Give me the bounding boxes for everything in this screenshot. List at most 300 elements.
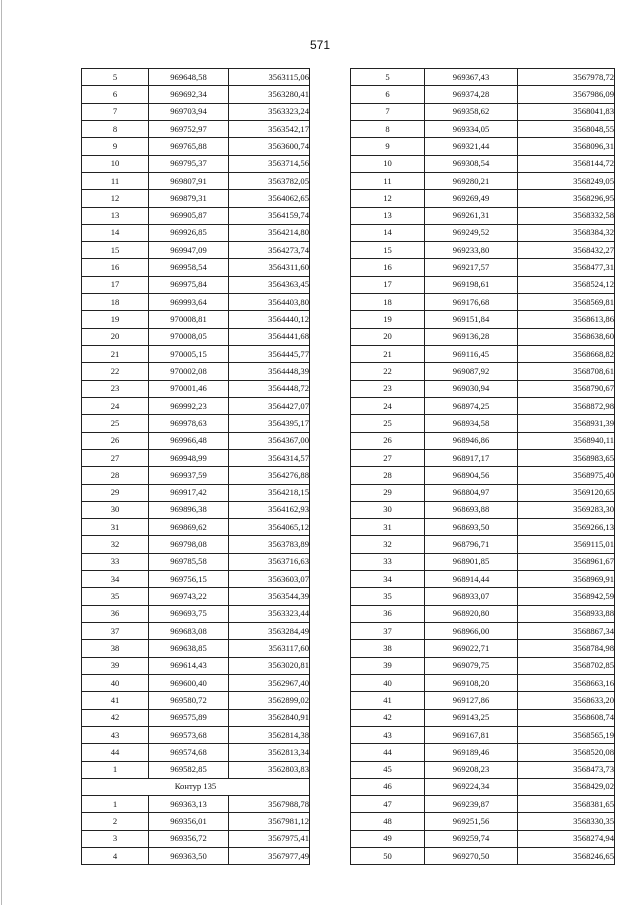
table-row <box>82 830 310 847</box>
point-number-cell: 32 <box>82 536 149 553</box>
table-row <box>351 207 615 224</box>
table-row <box>351 432 615 449</box>
y-coordinate-cell: 3568975,40 <box>518 467 615 484</box>
x-coordinate-cell: 968974,25 <box>425 397 518 414</box>
table-row <box>82 813 310 830</box>
y-coordinate-cell: 3567986,09 <box>518 86 615 103</box>
y-coordinate-cell: 3563716,63 <box>229 553 310 570</box>
y-coordinate-cell: 3568931,39 <box>518 415 615 432</box>
table-row <box>82 761 310 778</box>
point-number-cell: 13 <box>82 207 149 224</box>
x-coordinate-cell: 969030,94 <box>425 380 518 397</box>
x-coordinate-cell: 969765,88 <box>149 138 229 155</box>
point-number-cell: 21 <box>351 346 425 363</box>
table-row <box>82 848 310 865</box>
y-coordinate-cell: 3563323,44 <box>229 605 310 622</box>
x-coordinate-cell: 969261,31 <box>425 207 518 224</box>
table-row <box>351 276 615 293</box>
x-coordinate-cell: 969233,80 <box>425 242 518 259</box>
scan-edge-line <box>1 0 2 905</box>
point-number-cell: 1 <box>82 796 149 813</box>
x-coordinate-cell: 969356,72 <box>149 830 229 847</box>
table-row <box>82 588 310 605</box>
x-coordinate-cell: 969136,28 <box>425 328 518 345</box>
y-coordinate-cell: 3568565,19 <box>518 726 615 743</box>
x-coordinate-cell: 969249,52 <box>425 224 518 241</box>
x-coordinate-cell: 969259,74 <box>425 830 518 847</box>
x-coordinate-cell: 969321,44 <box>425 138 518 155</box>
table-row <box>351 311 615 328</box>
table-row <box>82 467 310 484</box>
x-coordinate-cell: 969358,62 <box>425 103 518 120</box>
table-row <box>351 640 615 657</box>
point-number-cell: 8 <box>82 120 149 137</box>
point-number-cell: 42 <box>82 709 149 726</box>
point-number-cell: 35 <box>82 588 149 605</box>
table-row <box>351 449 615 466</box>
table-row <box>351 155 615 172</box>
x-coordinate-cell: 970001,46 <box>149 380 229 397</box>
point-number-cell: 29 <box>82 484 149 501</box>
point-number-cell: 39 <box>82 657 149 674</box>
y-coordinate-cell: 3568432,27 <box>518 242 615 259</box>
y-coordinate-cell: 3569120,65 <box>518 484 615 501</box>
point-number-cell: 27 <box>351 449 425 466</box>
y-coordinate-cell: 3568041,83 <box>518 103 615 120</box>
coordinates-table-left-body <box>82 69 310 865</box>
table-row <box>351 397 615 414</box>
point-number-cell: 13 <box>351 207 425 224</box>
point-number-cell: 49 <box>351 830 425 847</box>
point-number-cell: 4 <box>82 848 149 865</box>
y-coordinate-cell: 3569115,01 <box>518 536 615 553</box>
point-number-cell: 25 <box>351 415 425 432</box>
point-number-cell: 7 <box>82 103 149 120</box>
point-number-cell: 12 <box>82 190 149 207</box>
x-coordinate-cell: 969189,46 <box>425 744 518 761</box>
point-number-cell: 21 <box>82 346 149 363</box>
y-coordinate-cell: 3563115,06 <box>229 69 310 86</box>
y-coordinate-cell: 3563280,41 <box>229 86 310 103</box>
point-number-cell: 24 <box>82 397 149 414</box>
x-coordinate-cell: 969251,56 <box>425 813 518 830</box>
y-coordinate-cell: 3569266,13 <box>518 519 615 536</box>
table-row <box>82 172 310 189</box>
y-coordinate-cell: 3568477,31 <box>518 259 615 276</box>
point-number-cell: 32 <box>351 536 425 553</box>
y-coordinate-cell: 3563544,39 <box>229 588 310 605</box>
x-coordinate-cell: 969143,25 <box>425 709 518 726</box>
point-number-cell: 11 <box>351 172 425 189</box>
y-coordinate-cell: 3568983,65 <box>518 449 615 466</box>
point-number-cell: 20 <box>82 328 149 345</box>
table-row <box>351 190 615 207</box>
point-number-cell: 22 <box>351 363 425 380</box>
point-number-cell: 44 <box>82 744 149 761</box>
table-row <box>351 69 615 86</box>
y-coordinate-cell: 3568381,65 <box>518 796 615 813</box>
point-number-cell: 26 <box>82 432 149 449</box>
point-number-cell: 39 <box>351 657 425 674</box>
point-number-cell: 43 <box>351 726 425 743</box>
x-coordinate-cell: 969224,34 <box>425 778 518 795</box>
y-coordinate-cell: 3564065,12 <box>229 519 310 536</box>
table-row <box>82 224 310 241</box>
x-coordinate-cell: 970005,15 <box>149 346 229 363</box>
point-number-cell: 34 <box>82 571 149 588</box>
table-row <box>351 692 615 709</box>
x-coordinate-cell: 969992,23 <box>149 397 229 414</box>
x-coordinate-cell: 969308,54 <box>425 155 518 172</box>
x-coordinate-cell: 969582,85 <box>149 761 229 778</box>
table-row <box>82 86 310 103</box>
y-coordinate-cell: 3568708,61 <box>518 363 615 380</box>
table-row <box>351 744 615 761</box>
x-coordinate-cell: 969363,13 <box>149 796 229 813</box>
point-number-cell: 45 <box>351 761 425 778</box>
table-row <box>351 674 615 691</box>
point-number-cell: 36 <box>351 605 425 622</box>
point-number-cell: 20 <box>351 328 425 345</box>
table-row <box>351 484 615 501</box>
y-coordinate-cell: 3563323,24 <box>229 103 310 120</box>
x-coordinate-cell: 968946,86 <box>425 432 518 449</box>
point-number-cell: 17 <box>82 276 149 293</box>
table-row <box>351 259 615 276</box>
table-row <box>82 259 310 276</box>
y-coordinate-cell: 3568520,08 <box>518 744 615 761</box>
x-coordinate-cell: 969580,72 <box>149 692 229 709</box>
point-number-cell: 41 <box>351 692 425 709</box>
x-coordinate-cell: 968693,50 <box>425 519 518 536</box>
point-number-cell: 18 <box>351 294 425 311</box>
y-coordinate-cell: 3563603,07 <box>229 571 310 588</box>
point-number-cell: 37 <box>82 623 149 640</box>
y-coordinate-cell: 3562814,38 <box>229 726 310 743</box>
table-row <box>351 761 615 778</box>
point-number-cell: 16 <box>351 259 425 276</box>
point-number-cell: 44 <box>351 744 425 761</box>
point-number-cell: 26 <box>351 432 425 449</box>
table-row <box>351 830 615 847</box>
y-coordinate-cell: 3564062,65 <box>229 190 310 207</box>
point-number-cell: 24 <box>351 397 425 414</box>
point-number-cell: 28 <box>351 467 425 484</box>
x-coordinate-cell: 970008,81 <box>149 311 229 328</box>
table-row <box>82 294 310 311</box>
table-row <box>351 172 615 189</box>
table-row <box>351 86 615 103</box>
table-row <box>82 571 310 588</box>
table-row <box>351 120 615 137</box>
y-coordinate-cell: 3564314,57 <box>229 449 310 466</box>
point-number-cell: 12 <box>351 190 425 207</box>
point-number-cell: 29 <box>351 484 425 501</box>
table-row <box>351 501 615 518</box>
table-row <box>82 796 310 813</box>
x-coordinate-cell: 968934,58 <box>425 415 518 432</box>
point-number-cell: 10 <box>351 155 425 172</box>
x-coordinate-cell: 969948,99 <box>149 449 229 466</box>
x-coordinate-cell: 969167,81 <box>425 726 518 743</box>
table-row <box>82 484 310 501</box>
x-coordinate-cell: 969756,15 <box>149 571 229 588</box>
x-coordinate-cell: 968933,07 <box>425 588 518 605</box>
table-row <box>351 571 615 588</box>
y-coordinate-cell: 3564367,00 <box>229 432 310 449</box>
table-row <box>82 138 310 155</box>
y-coordinate-cell: 3567977,49 <box>229 848 310 865</box>
point-number-cell: 38 <box>82 640 149 657</box>
point-number-cell: 2 <box>82 813 149 830</box>
point-number-cell: 5 <box>82 69 149 86</box>
point-number-cell: 28 <box>82 467 149 484</box>
table-row <box>82 623 310 640</box>
y-coordinate-cell: 3568663,16 <box>518 674 615 691</box>
point-number-cell: 16 <box>82 259 149 276</box>
y-coordinate-cell: 3568784,98 <box>518 640 615 657</box>
table-row <box>351 346 615 363</box>
x-coordinate-cell: 969127,86 <box>425 692 518 709</box>
x-coordinate-cell: 969785,58 <box>149 553 229 570</box>
y-coordinate-cell: 3568790,67 <box>518 380 615 397</box>
point-number-cell: 3 <box>82 830 149 847</box>
x-coordinate-cell: 968804,97 <box>425 484 518 501</box>
y-coordinate-cell: 3563542,17 <box>229 120 310 137</box>
section-heading: Контур 135 <box>82 778 310 795</box>
table-row <box>82 415 310 432</box>
table-row <box>351 657 615 674</box>
point-number-cell: 18 <box>82 294 149 311</box>
table-row <box>82 120 310 137</box>
x-coordinate-cell: 969692,34 <box>149 86 229 103</box>
table-row <box>351 848 615 865</box>
point-number-cell: 27 <box>82 449 149 466</box>
x-coordinate-cell: 969703,94 <box>149 103 229 120</box>
y-coordinate-cell: 3568473,73 <box>518 761 615 778</box>
x-coordinate-cell: 969334,05 <box>425 120 518 137</box>
y-coordinate-cell: 3568249,05 <box>518 172 615 189</box>
point-number-cell: 47 <box>351 796 425 813</box>
y-coordinate-cell: 3564273,74 <box>229 242 310 259</box>
y-coordinate-cell: 3568633,20 <box>518 692 615 709</box>
y-coordinate-cell: 3564363,45 <box>229 276 310 293</box>
point-number-cell: 34 <box>351 571 425 588</box>
x-coordinate-cell: 969600,40 <box>149 674 229 691</box>
x-coordinate-cell: 969926,85 <box>149 224 229 241</box>
y-coordinate-cell: 3568144,72 <box>518 155 615 172</box>
x-coordinate-cell: 968914,44 <box>425 571 518 588</box>
table-row <box>351 467 615 484</box>
point-number-cell: 35 <box>351 588 425 605</box>
table-row <box>351 796 615 813</box>
x-coordinate-cell: 969638,85 <box>149 640 229 657</box>
point-number-cell: 23 <box>351 380 425 397</box>
x-coordinate-cell: 968920,80 <box>425 605 518 622</box>
table-row <box>82 553 310 570</box>
y-coordinate-cell: 3568942,59 <box>518 588 615 605</box>
point-number-cell: 41 <box>82 692 149 709</box>
x-coordinate-cell: 969280,21 <box>425 172 518 189</box>
y-coordinate-cell: 3563714,56 <box>229 155 310 172</box>
point-number-cell: 46 <box>351 778 425 795</box>
y-coordinate-cell: 3568429,02 <box>518 778 615 795</box>
table-row <box>351 778 615 795</box>
x-coordinate-cell: 969374,28 <box>425 86 518 103</box>
table-row <box>82 397 310 414</box>
y-coordinate-cell: 3562840,91 <box>229 709 310 726</box>
x-coordinate-cell: 969693,75 <box>149 605 229 622</box>
table-row <box>82 519 310 536</box>
table-row <box>82 276 310 293</box>
x-coordinate-cell: 969176,68 <box>425 294 518 311</box>
table-row <box>351 138 615 155</box>
y-coordinate-cell: 3564395,17 <box>229 415 310 432</box>
y-coordinate-cell: 3568638,60 <box>518 328 615 345</box>
y-coordinate-cell: 3563783,89 <box>229 536 310 553</box>
y-coordinate-cell: 3564159,74 <box>229 207 310 224</box>
y-coordinate-cell: 3563020,81 <box>229 657 310 674</box>
point-number-cell: 22 <box>82 363 149 380</box>
point-number-cell: 38 <box>351 640 425 657</box>
y-coordinate-cell: 3567981,12 <box>229 813 310 830</box>
page-number: 571 <box>309 38 331 52</box>
table-row <box>82 69 310 86</box>
x-coordinate-cell: 969270,50 <box>425 848 518 865</box>
point-number-cell: 14 <box>82 224 149 241</box>
coordinates-table-left <box>81 68 310 865</box>
x-coordinate-cell: 969798,08 <box>149 536 229 553</box>
table-row <box>82 190 310 207</box>
x-coordinate-cell: 969905,87 <box>149 207 229 224</box>
table-row <box>82 242 310 259</box>
x-coordinate-cell: 969269,49 <box>425 190 518 207</box>
x-coordinate-cell: 969937,59 <box>149 467 229 484</box>
y-coordinate-cell: 3568569,81 <box>518 294 615 311</box>
table-row <box>82 449 310 466</box>
x-coordinate-cell: 968966,00 <box>425 623 518 640</box>
x-coordinate-cell: 969079,75 <box>425 657 518 674</box>
y-coordinate-cell: 3564218,15 <box>229 484 310 501</box>
x-coordinate-cell: 969116,45 <box>425 346 518 363</box>
x-coordinate-cell: 969108,20 <box>425 674 518 691</box>
x-coordinate-cell: 968917,17 <box>425 449 518 466</box>
y-coordinate-cell: 3567988,78 <box>229 796 310 813</box>
table-row <box>82 380 310 397</box>
y-coordinate-cell: 3562813,34 <box>229 744 310 761</box>
y-coordinate-cell: 3563600,74 <box>229 138 310 155</box>
point-number-cell: 19 <box>82 311 149 328</box>
point-number-cell: 6 <box>82 86 149 103</box>
table-row <box>351 415 615 432</box>
y-coordinate-cell: 3564441,68 <box>229 328 310 345</box>
table-row <box>82 311 310 328</box>
table-row <box>351 536 615 553</box>
y-coordinate-cell: 3562803,83 <box>229 761 310 778</box>
x-coordinate-cell: 969752,97 <box>149 120 229 137</box>
y-coordinate-cell: 3567978,72 <box>518 69 615 86</box>
point-number-cell: 30 <box>351 501 425 518</box>
table-row <box>351 519 615 536</box>
x-coordinate-cell: 968904,56 <box>425 467 518 484</box>
point-number-cell: 11 <box>82 172 149 189</box>
y-coordinate-cell: 3568933,88 <box>518 605 615 622</box>
x-coordinate-cell: 969978,63 <box>149 415 229 432</box>
x-coordinate-cell: 969022,71 <box>425 640 518 657</box>
x-coordinate-cell: 969363,50 <box>149 848 229 865</box>
point-number-cell: 25 <box>82 415 149 432</box>
x-coordinate-cell: 969573,68 <box>149 726 229 743</box>
x-coordinate-cell: 969743,22 <box>149 588 229 605</box>
point-number-cell: 8 <box>351 120 425 137</box>
x-coordinate-cell: 969958,54 <box>149 259 229 276</box>
point-number-cell: 15 <box>82 242 149 259</box>
y-coordinate-cell: 3568332,58 <box>518 207 615 224</box>
table-row <box>82 709 310 726</box>
point-number-cell: 19 <box>351 311 425 328</box>
point-number-cell: 1 <box>82 761 149 778</box>
y-coordinate-cell: 3568524,12 <box>518 276 615 293</box>
y-coordinate-cell: 3563782,05 <box>229 172 310 189</box>
point-number-cell: 6 <box>351 86 425 103</box>
y-coordinate-cell: 3568872,98 <box>518 397 615 414</box>
table-row <box>82 363 310 380</box>
point-number-cell: 23 <box>82 380 149 397</box>
y-coordinate-cell: 3564162,93 <box>229 501 310 518</box>
y-coordinate-cell: 3568296,95 <box>518 190 615 207</box>
point-number-cell: 14 <box>351 224 425 241</box>
x-coordinate-cell: 969947,09 <box>149 242 229 259</box>
x-coordinate-cell: 968693,88 <box>425 501 518 518</box>
point-number-cell: 9 <box>351 138 425 155</box>
y-coordinate-cell: 3568330,35 <box>518 813 615 830</box>
table-row <box>351 242 615 259</box>
table-row <box>351 726 615 743</box>
table-row <box>82 640 310 657</box>
y-coordinate-cell: 3564440,12 <box>229 311 310 328</box>
x-coordinate-cell: 969795,37 <box>149 155 229 172</box>
point-number-cell: 33 <box>351 553 425 570</box>
point-number-cell: 15 <box>351 242 425 259</box>
y-coordinate-cell: 3564445,77 <box>229 346 310 363</box>
table-row <box>351 294 615 311</box>
x-coordinate-cell: 969367,43 <box>425 69 518 86</box>
point-number-cell: 10 <box>82 155 149 172</box>
point-number-cell: 42 <box>351 709 425 726</box>
table-row <box>82 432 310 449</box>
table-row <box>82 605 310 622</box>
table-row <box>82 726 310 743</box>
y-coordinate-cell: 3564403,80 <box>229 294 310 311</box>
y-coordinate-cell: 3568961,67 <box>518 553 615 570</box>
point-number-cell: 31 <box>82 519 149 536</box>
point-number-cell: 30 <box>82 501 149 518</box>
table-row <box>82 536 310 553</box>
x-coordinate-cell: 969879,31 <box>149 190 229 207</box>
x-coordinate-cell: 970008,05 <box>149 328 229 345</box>
point-number-cell: 7 <box>351 103 425 120</box>
section-heading-row <box>82 778 310 795</box>
table-row <box>82 501 310 518</box>
x-coordinate-cell: 969917,42 <box>149 484 229 501</box>
x-coordinate-cell: 969356,01 <box>149 813 229 830</box>
point-number-cell: 9 <box>82 138 149 155</box>
y-coordinate-cell: 3568096,31 <box>518 138 615 155</box>
y-coordinate-cell: 3568274,94 <box>518 830 615 847</box>
x-coordinate-cell: 969807,91 <box>149 172 229 189</box>
y-coordinate-cell: 3564276,88 <box>229 467 310 484</box>
table-row <box>82 155 310 172</box>
